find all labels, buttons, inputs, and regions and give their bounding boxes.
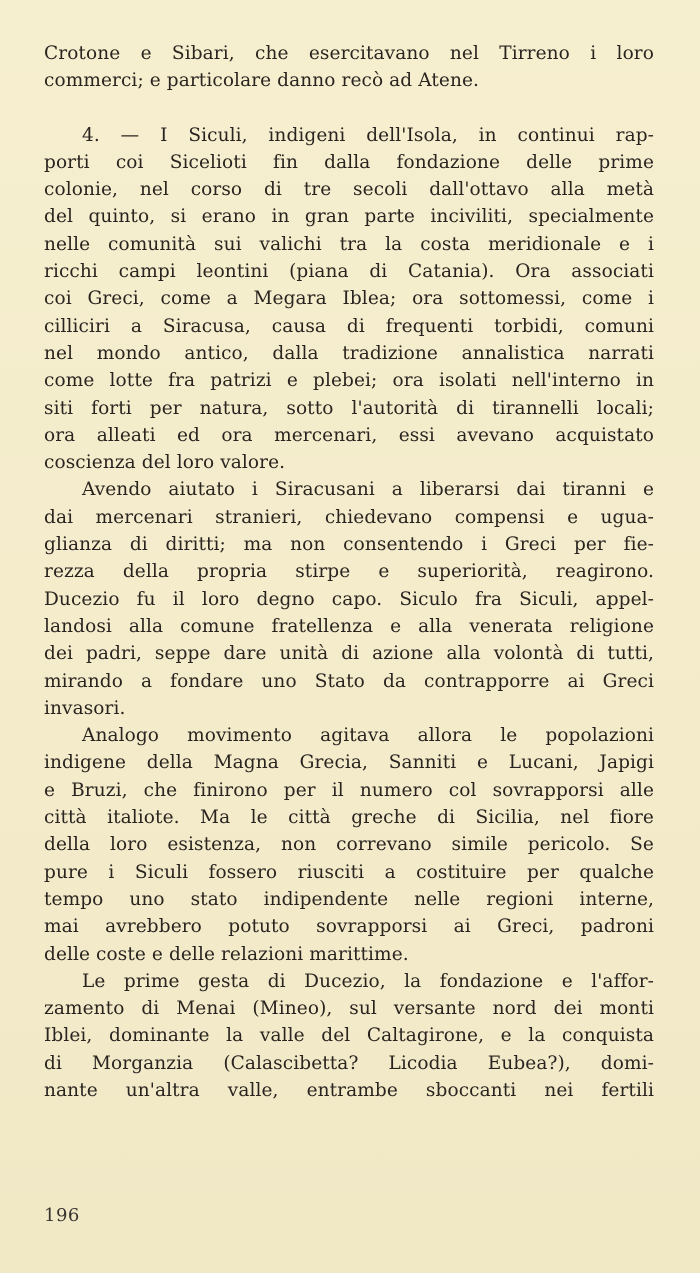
text-line: nelle comunità sui valichi tra la costa meridionale e i bbox=[44, 233, 654, 255]
paragraph-3 bbox=[44, 476, 654, 722]
text-line: colonie, nel corso di tre secoli dall'ottavo alla metà bbox=[44, 179, 654, 201]
paragraph-1 bbox=[44, 40, 654, 95]
text-line: cilliciri a Siracusa, causa di frequenti torbidi, comuni bbox=[44, 315, 654, 337]
text-line: siti forti per natura, sotto l'autorità di tirannelli locali; bbox=[44, 397, 654, 419]
text-line: della loro esistenza, non correvano simile pericolo. Se bbox=[44, 834, 654, 856]
text-line: Iblei, dominante la valle del Caltagirone, e la conquista bbox=[44, 1025, 654, 1047]
paragraph-5 bbox=[44, 968, 654, 1104]
text-line: di Morganzia (Calascibetta? Licodia Eubea?), domi- bbox=[44, 1052, 654, 1074]
paragraph-4 bbox=[44, 722, 654, 968]
text-line: zamento di Menai (Mineo), sul versante nord dei monti bbox=[44, 998, 654, 1020]
text-line: nante un'altra valle, entrambe sboccanti nei fertili bbox=[44, 1079, 654, 1101]
text-line: coscienza del loro valore. bbox=[44, 452, 286, 474]
text-line: pure i Siculi fossero riusciti a costituire per qualche bbox=[44, 861, 654, 883]
text-line: nel mondo antico, dalla tradizione annalistica narrati bbox=[44, 342, 654, 364]
text-line: coi Greci, come a Megara Iblea; ora sottomessi, come i bbox=[44, 288, 654, 310]
text-line: 4. — I Siculi, indigeni dell'Isola, in continui rap- bbox=[82, 124, 654, 146]
body-text bbox=[44, 40, 654, 1104]
text-line: Le prime gesta di Ducezio, la fondazione e l'affor- bbox=[82, 970, 654, 992]
text-line: ora alleati ed ora mercenari, essi avevano acquistato bbox=[44, 424, 654, 446]
text-line: mirando a fondare uno Stato da contrapporre ai Greci bbox=[44, 670, 654, 692]
text-line: tempo uno stato indipendente nelle regioni interne, bbox=[44, 888, 654, 910]
text-line: città italiote. Ma le città greche di Sicilia, nel fiore bbox=[44, 807, 654, 829]
text-line: del quinto, si erano in gran parte inciviliti, specialmente bbox=[44, 206, 654, 228]
text-line: porti coi Sicelioti fin dalla fondazione delle prime bbox=[44, 151, 654, 173]
text-line: landosi alla comune fratellenza e alla venerata religione bbox=[44, 615, 654, 637]
text-line: indigene della Magna Grecia, Sanniti e Lucani, Japigi bbox=[44, 752, 654, 774]
text-line: Ducezio fu il loro degno capo. Siculo fra Siculi, appel- bbox=[44, 588, 654, 610]
paragraph-2 bbox=[44, 122, 654, 477]
text-line: Analogo movimento agitava allora le popolazioni bbox=[82, 725, 654, 747]
text-line: Crotone e Sibari, che esercitavano nel Tirreno i loro bbox=[44, 43, 654, 64]
text-line: glianza di diritti; ma non consentendo i Greci per fie- bbox=[44, 534, 654, 556]
text-line: come lotte fra patrizi e plebei; ora isolati nell'interno in bbox=[44, 370, 654, 392]
text-line: dei padri, seppe dare unità di azione alla volontà di tutti, bbox=[44, 643, 654, 665]
text-line: e Bruzi, che finirono per il numero col sovrapporsi alle bbox=[44, 779, 654, 801]
text-line: ricchi campi leontini (piana di Catania). Ora associati bbox=[44, 261, 654, 283]
page-number: 196 bbox=[44, 1205, 80, 1226]
text-line: dai mercenari stranieri, chiedevano compensi e ugua- bbox=[44, 506, 654, 528]
text-line: mai avrebbero potuto sovrapporsi ai Greci, padroni bbox=[44, 916, 654, 938]
text-line: rezza della propria stirpe e superiorità, reagirono. bbox=[44, 561, 654, 583]
text-line: commerci; e particolare danno recò ad Atene. bbox=[44, 70, 479, 92]
text-line: delle coste e delle relazioni marittime. bbox=[44, 943, 409, 965]
text-line: invasori. bbox=[44, 697, 126, 719]
text-line: Avendo aiutato i Siracusani a liberarsi dai tiranni e bbox=[82, 479, 654, 501]
